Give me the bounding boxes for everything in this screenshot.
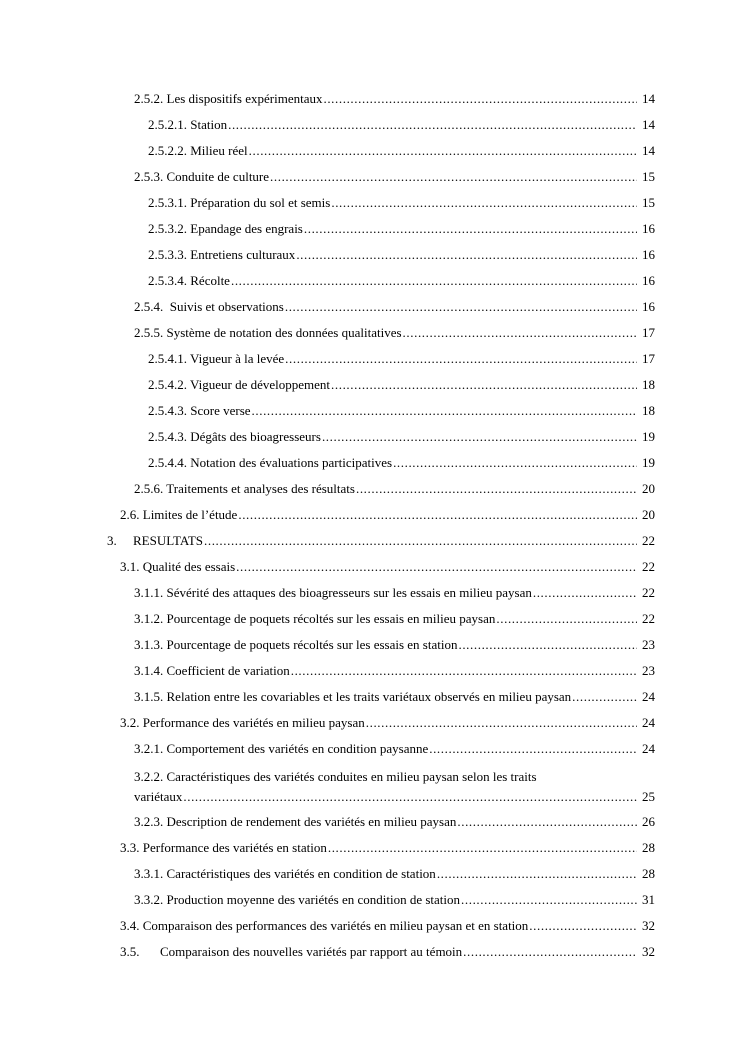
- toc-entry[interactable]: [0, 939, 745, 965]
- toc-entry-multiline[interactable]: [0, 762, 745, 809]
- toc-page-number: 32: [642, 944, 655, 959]
- toc-page-number: 22: [642, 611, 655, 626]
- toc-page-number: 20: [642, 507, 655, 522]
- toc-page-number: 14: [642, 117, 655, 132]
- toc-chapter-title: RESULTATS: [133, 533, 203, 548]
- toc-entry-title: 3.1. Qualité des essais: [120, 559, 236, 574]
- toc-entry-title: 3.1.2. Pourcentage de poquets récoltés sur les essais en milieu paysan: [134, 611, 496, 626]
- toc-entry-title: 2.6. Limites de l’étude: [120, 507, 238, 522]
- toc-section-number: 3.5.: [120, 944, 140, 959]
- toc-entry-title: 3.3.1. Caractéristiques des variétés en condition de station: [134, 866, 436, 881]
- toc-leader-dots: [331, 195, 637, 210]
- toc-entry-title: 2.5.6. Traitements et analyses des résultats: [134, 481, 355, 496]
- toc-page-number: 20: [642, 481, 655, 496]
- toc-page-number: 23: [642, 663, 655, 678]
- toc-page-number: 16: [642, 299, 655, 314]
- toc-page-number: 22: [642, 559, 655, 574]
- toc-entry-title: 2.5.2. Les dispositifs expérimentaux: [134, 91, 323, 106]
- toc-leader-dots: [291, 663, 637, 678]
- toc-entry-title-line2: variétaux: [134, 789, 183, 804]
- toc-entry-title: 2.5.2.1. Station: [148, 117, 228, 132]
- toc-entry-title: 3.2.3. Description de rendement des variétés en milieu paysan: [134, 814, 457, 829]
- toc-page-number: 18: [642, 377, 655, 392]
- toc-entry[interactable]: [0, 809, 745, 835]
- toc-entry-title: 3.1.4. Coefficient de variation: [134, 663, 290, 678]
- toc-entry[interactable]: [0, 684, 745, 710]
- toc-entry-title: 3.4. Comparaison des performances des variétés en milieu paysan et en station: [120, 918, 529, 933]
- toc-entry[interactable]: [0, 164, 745, 190]
- toc-entry[interactable]: [0, 554, 745, 580]
- toc-page-number: 18: [642, 403, 655, 418]
- toc-entry-title: 3.1.5. Relation entre les covariables et les traits variétaux observés en milieu paysan: [134, 689, 572, 704]
- toc-leader-dots: [461, 892, 637, 907]
- toc-section-title: Comparaison des nouvelles variétés par rapport au témoin: [160, 944, 463, 959]
- toc-page-number: 16: [642, 273, 655, 288]
- toc-entry[interactable]: [0, 861, 745, 887]
- toc-chapter-entry[interactable]: [0, 528, 745, 554]
- toc-leader-dots: [285, 299, 637, 314]
- toc-entry[interactable]: [0, 476, 745, 502]
- toc-leader-dots: [304, 221, 637, 236]
- toc-entry-title: 2.5.4. Suivis et observations: [134, 299, 284, 314]
- toc-leader-dots: [285, 351, 637, 366]
- toc-entry[interactable]: [0, 580, 745, 606]
- toc-entry[interactable]: [0, 710, 745, 736]
- toc-page-number: 17: [642, 351, 655, 366]
- toc-page-number: 16: [642, 221, 655, 236]
- toc-entry-title: [120, 944, 462, 959]
- toc-entry-title: 2.5.2.2. Milieu réel: [148, 143, 248, 158]
- toc-chapter-number: 3.: [107, 533, 117, 548]
- toc-leader-dots: [183, 787, 637, 807]
- toc-leader-dots: [204, 533, 637, 548]
- toc-entry-title: 2.5.3. Conduite de culture: [134, 169, 270, 184]
- toc-leader-dots: [323, 91, 637, 106]
- toc-leader-dots: [533, 585, 637, 600]
- toc-entry-title: 2.5.3.1. Préparation du sol et semis: [148, 195, 331, 210]
- toc-entry[interactable]: [0, 835, 745, 861]
- toc-entry[interactable]: [0, 632, 745, 658]
- toc-entry-title: 3.2. Performance des variétés en milieu paysan: [120, 715, 365, 730]
- toc-page-number: 14: [642, 143, 655, 158]
- toc-entry[interactable]: [0, 398, 745, 424]
- toc-leader-dots: [270, 169, 637, 184]
- toc-leader-dots: [457, 814, 637, 829]
- toc-entry-title: 2.5.4.4. Notation des évaluations participatives: [148, 455, 393, 470]
- toc-leader-dots: [458, 637, 637, 652]
- toc-page-number: 26: [642, 814, 655, 829]
- toc-page-number: 23: [642, 637, 655, 652]
- toc-page-number: 25: [642, 789, 655, 804]
- toc-leader-dots: [366, 715, 637, 730]
- toc-page-number: 17: [642, 325, 655, 340]
- toc-entry-title: 3.2.1. Comportement des variétés en condition paysanne: [134, 741, 429, 756]
- toc-leader-dots: [529, 918, 637, 933]
- toc-page-number: 19: [642, 455, 655, 470]
- toc-page-number: 24: [642, 741, 655, 756]
- toc-entry-title: 3.1.1. Sévérité des attaques des bioagresseurs sur les essais en milieu paysan: [134, 585, 532, 600]
- toc-entry-title: 2.5.3.2. Epandage des engrais: [148, 221, 303, 236]
- toc-page-number: 24: [642, 689, 655, 704]
- toc-leader-dots: [231, 273, 637, 288]
- toc-leader-dots: [249, 143, 637, 158]
- toc-entry[interactable]: [0, 887, 745, 913]
- toc-entry[interactable]: [0, 112, 745, 138]
- toc-entry[interactable]: [0, 372, 745, 398]
- toc-entry-title: 3.3.2. Production moyenne des variétés en condition de station: [134, 892, 461, 907]
- toc-entry-title: 2.5.3.4. Récolte: [148, 273, 230, 288]
- toc-entry-title: 3.1.3. Pourcentage de poquets récoltés sur les essais en station: [134, 637, 458, 652]
- toc-leader-dots: [238, 507, 637, 522]
- toc-entry[interactable]: [0, 138, 745, 164]
- toc-leader-dots: [328, 840, 637, 855]
- toc-entry[interactable]: [0, 346, 745, 372]
- toc-leader-dots: [496, 611, 637, 626]
- toc-entry[interactable]: [0, 242, 745, 268]
- toc-entry[interactable]: [0, 294, 745, 320]
- toc-leader-dots: [331, 377, 637, 392]
- toc-entry[interactable]: [0, 268, 745, 294]
- toc-page-number: 19: [642, 429, 655, 444]
- toc-entry-title: [107, 533, 203, 548]
- toc-leader-dots: [252, 403, 637, 418]
- toc-page-number: 28: [642, 840, 655, 855]
- table-of-contents: [0, 86, 745, 965]
- toc-entry-title: 3.3. Performance des variétés en station: [120, 840, 327, 855]
- toc-entry[interactable]: [0, 736, 745, 762]
- toc-entry-title: 2.5.3.3. Entretiens culturaux: [148, 247, 296, 262]
- toc-leader-dots: [437, 866, 637, 881]
- toc-page-number: 22: [642, 585, 655, 600]
- toc-entry-title: 2.5.4.3. Score verse: [148, 403, 251, 418]
- toc-page-number: 24: [642, 715, 655, 730]
- toc-page-number: 16: [642, 247, 655, 262]
- toc-entry[interactable]: [0, 658, 745, 684]
- toc-leader-dots: [463, 944, 637, 959]
- toc-entry[interactable]: [0, 913, 745, 939]
- toc-entry-title: 2.5.4.3. Dégâts des bioagresseurs: [148, 429, 321, 444]
- toc-leader-dots: [403, 325, 637, 340]
- toc-page-number: 32: [642, 918, 655, 933]
- toc-leader-dots: [296, 247, 637, 262]
- toc-leader-dots: [429, 741, 637, 756]
- toc-page-number: 14: [642, 91, 655, 106]
- toc-page-number: 22: [642, 533, 655, 548]
- toc-leader-dots: [322, 429, 637, 444]
- toc-page-number: 15: [642, 169, 655, 184]
- toc-entry[interactable]: [0, 502, 745, 528]
- toc-entry-title: 2.5.4.2. Vigueur de développement: [148, 377, 331, 392]
- toc-page-number: 15: [642, 195, 655, 210]
- toc-entry-line2: [134, 787, 655, 807]
- toc-leader-dots: [393, 455, 637, 470]
- toc-entry[interactable]: [0, 320, 745, 346]
- toc-page-number: 31: [642, 892, 655, 907]
- toc-entry[interactable]: [0, 450, 745, 476]
- toc-page-number: 28: [642, 866, 655, 881]
- toc-entry-title: 2.5.4.1. Vigueur à la levée: [148, 351, 285, 366]
- toc-entry[interactable]: [0, 190, 745, 216]
- toc-entry[interactable]: [0, 606, 745, 632]
- toc-leader-dots: [356, 481, 637, 496]
- toc-entry[interactable]: [0, 86, 745, 112]
- toc-entry[interactable]: [0, 216, 745, 242]
- toc-entry[interactable]: [0, 424, 745, 450]
- toc-leader-dots: [228, 117, 637, 132]
- toc-leader-dots: [236, 559, 637, 574]
- toc-entry-title: 2.5.5. Système de notation des données qualitatives: [134, 325, 402, 340]
- toc-leader-dots: [572, 689, 637, 704]
- toc-entry-title-line1: 3.2.2. Caractéristiques des variétés conduites en milieu paysan selon les traits: [134, 769, 537, 784]
